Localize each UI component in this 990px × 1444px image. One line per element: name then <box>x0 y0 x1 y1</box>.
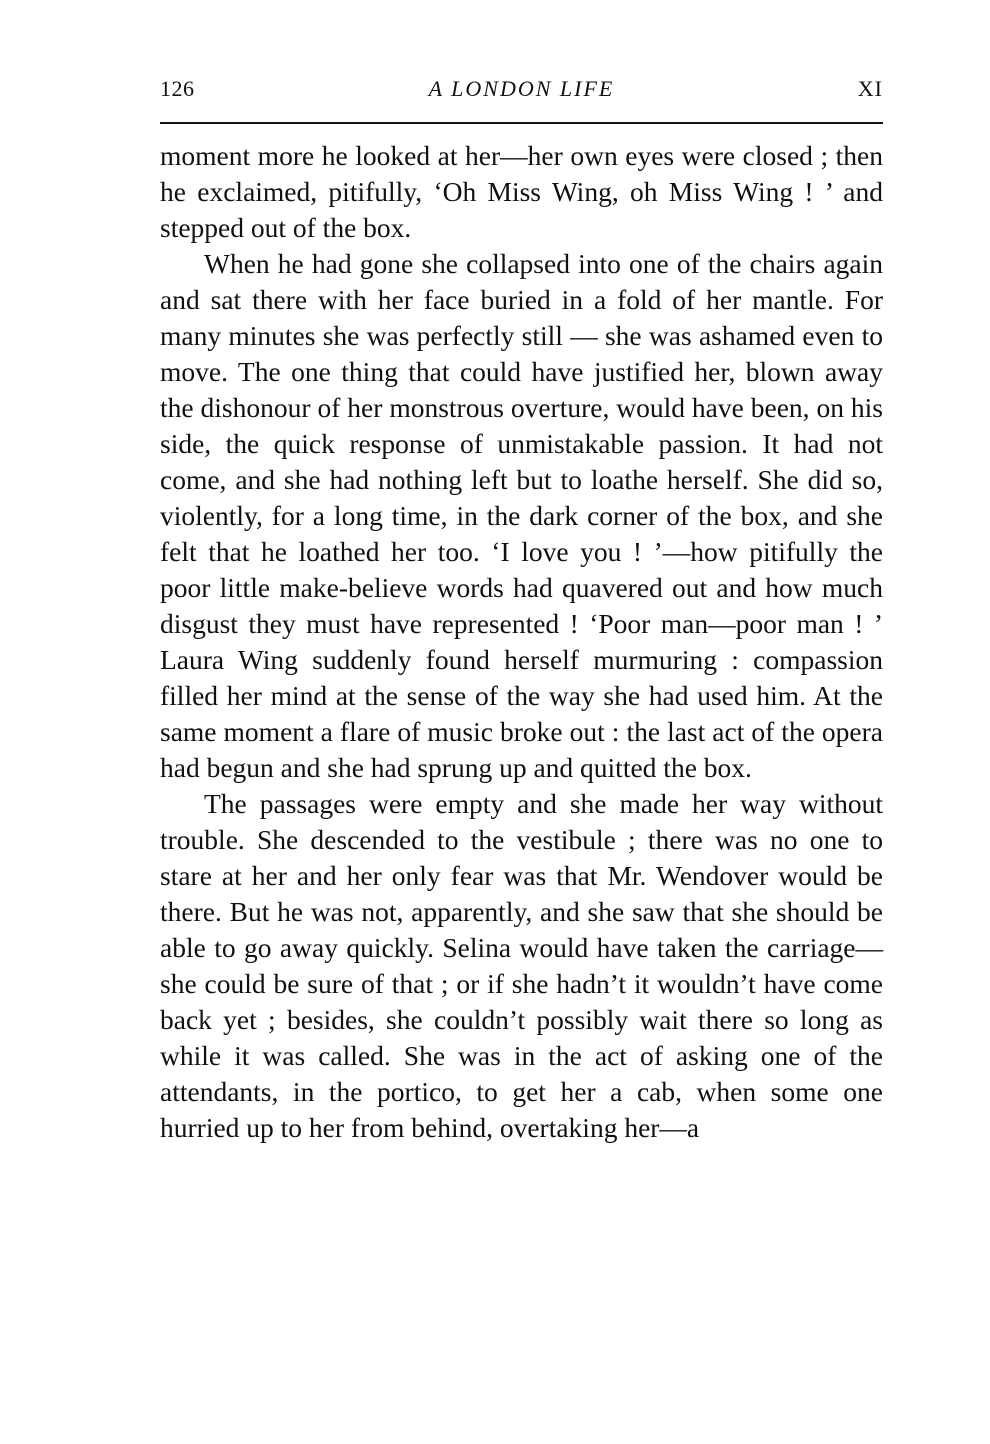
running-title: A LONDON LIFE <box>428 76 615 101</box>
header-rule <box>160 122 883 124</box>
book-page <box>160 68 883 1398</box>
paragraph: moment more he looked at her—her own eyes were closed ; then he exclaimed, pitifully, ‘Oh Miss Wing, oh Miss Wing ! ’ and stepped out of the box. <box>160 140 883 243</box>
chapter-number: XI <box>857 76 883 101</box>
paragraph: When he had gone she collapsed into one of the chairs again and sat there with her face buried in a fold of her mantle. For many minutes she was perfectly still — she was ashamed even to move. The one thing that could have justified her, blown away the dishonour of her monstrous overture, would have been, on his side, the quick response of unmistakable passion. It had not come, and she had nothing left but to loathe herself. She did so, violently, for a long time, in the dark corner of the box, and she felt that he loathed her too. ‘I love you ! ’—how pitifully the poor little make-believe words had quavered out and how much disgust they must have represented ! ‘Poor man—poor man ! ’ Laura Wing suddenly found herself murmuring : compassion filled her mind at the sense of the way she had used him. At the same moment a flare of music broke out : the last act of the opera had begun and she had sprung up and quitted the box. <box>160 248 883 783</box>
paragraph: The passages were empty and she made her way without trouble. She descended to the vestibule ; there was no one to stare at her and her only fear was that Mr. Wendover would be there. But he was not, apparently, and she saw that she should be able to go away quickly. Selina would have taken the carriage—she could be sure of that ; or if she hadn’t it wouldn’t have come back yet ; besides, she couldn’t possibly wait there so long as while it was called. She was in the act of asking one of the attendants, in the portico, to get her a cab, when some one hurried up to her from behind, overtaking her—a <box>160 788 883 1143</box>
body-text <box>160 138 883 1146</box>
running-head <box>160 68 883 112</box>
page-number: 126 <box>160 76 195 101</box>
